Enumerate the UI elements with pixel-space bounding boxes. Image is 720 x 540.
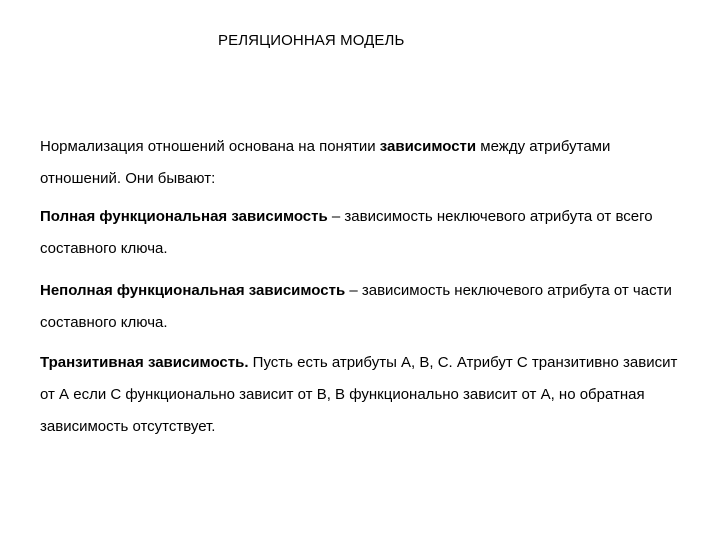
intro-text-before: Нормализация отношений основана на понятии [40, 138, 380, 155]
intro-text-after: между атрибутами отношений. Они бывают: [40, 138, 611, 187]
partial-dependency-term: Неполная функциональная зависимость [40, 282, 346, 299]
transitive-dependency-definition: Пусть есть атрибуты А, В, С. Атрибут С транзитивно зависит от А если С функционально зависит от В, В функционально зависит от А, но обратная зависимость отсутствует. [40, 354, 678, 435]
full-dependency-paragraph [40, 201, 690, 265]
intro-bold-term: зависимости [379, 138, 477, 155]
partial-dependency-paragraph [40, 275, 690, 339]
transitive-dependency-term: Транзитивная зависимость. [40, 354, 249, 371]
full-dependency-definition: – зависимость неключевого атрибута от всего составного ключа. [40, 208, 653, 257]
transitive-dependency-paragraph [40, 347, 690, 443]
full-dependency-term: Полная функциональная зависимость [40, 208, 328, 225]
intro-paragraph [40, 131, 690, 195]
partial-dependency-definition: – зависимость неключевого атрибута от части составного ключа. [40, 282, 672, 331]
page-title: РЕЛЯЦИОННАЯ МОДЕЛЬ [218, 32, 405, 49]
